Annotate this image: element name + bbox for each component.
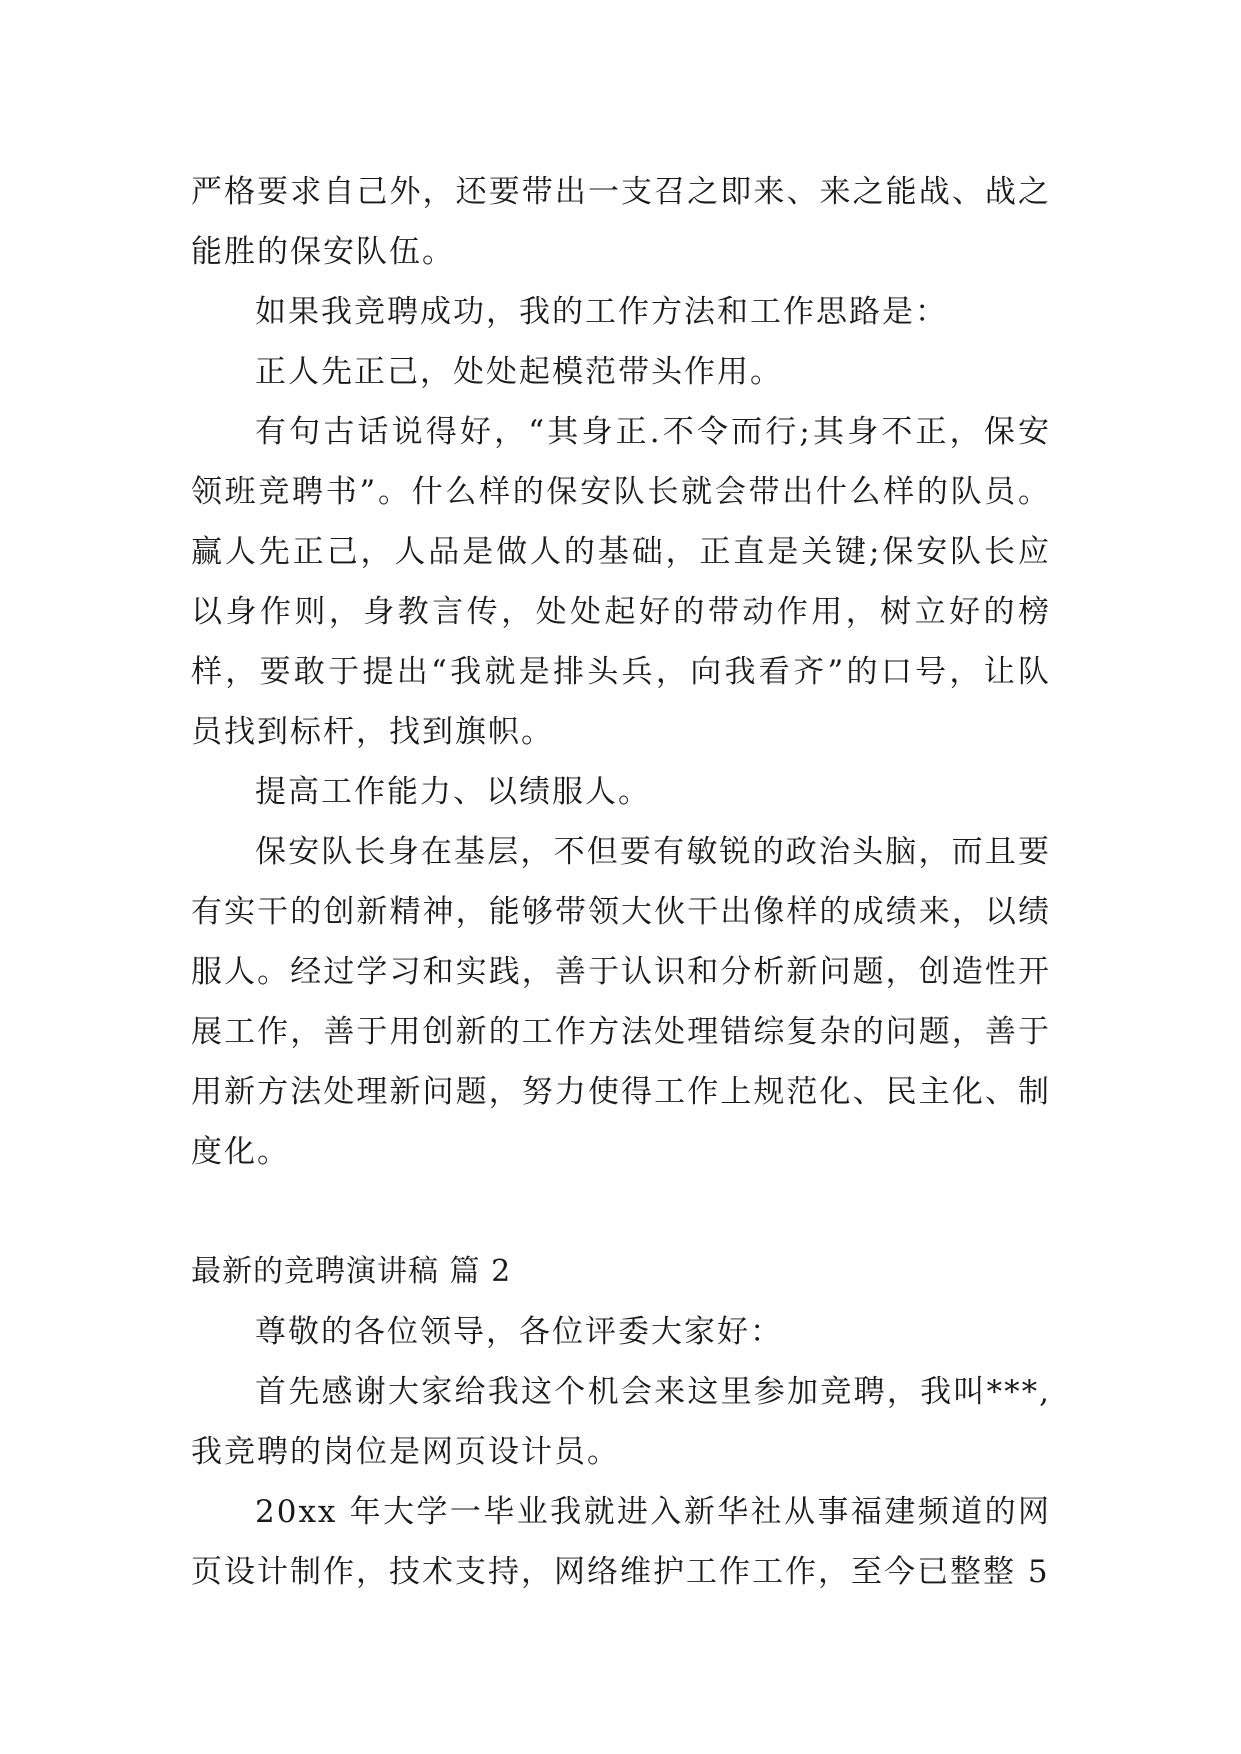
paragraph-method-intro: 如果我竞聘成功，我的工作方法和工作思路是： xyxy=(255,294,948,330)
paragraph-continuation: 严格要求自己外，还要带出一支召之即来、来之能战、战之能胜的保安队伍。 xyxy=(191,174,1051,270)
paragraph-point-one: 正人先正己，处处起模范带头作用。 xyxy=(255,354,783,390)
section-heading: 最新的竞聘演讲稿 篇 2 xyxy=(191,1254,512,1289)
paragraph-greeting: 尊敬的各位领导，各位评委大家好： xyxy=(255,1314,783,1350)
paragraph-introduction: 首先感谢大家给我这个机会来这里参加竞聘，我叫***,我竞聘的岗位是网页设计员。 xyxy=(191,1374,1051,1470)
paragraph-proverb: 有句古话说得好，“其身正.不令而行;其身不正，保安领班竞聘书”。什么样的保安队长就会带出什么样的队员。赢人先正己，人品是做人的基础，正直是关键;保安队长应以身作则，身教言传，处处起好的带动作用，树立好的榜样，要敢于提出“我就是排头兵，向我看齐”的口号，让队员找到标杆，找到旗帜。 xyxy=(191,414,1051,750)
paragraph-innovation: 保安队长身在基层，不但要有敏锐的政治头脑，而且要有实干的创新精神，能够带领大伙干出像样的成绩来，以绩服人。经过学习和实践，善于认识和分析新问题，创造性开展工作，善于用创新的工作方法处理错综复杂的问题，善于用新方法处理新问题，努力使得工作上规范化、民主化、制度化。 xyxy=(191,834,1051,1170)
paragraph-point-two: 提高工作能力、以绩服人。 xyxy=(255,774,651,810)
paragraph-experience: 20xx 年大学一毕业我就进入新华社从事福建频道的网页设计制作，技术支持，网络维护工作工作，至今已整整 5 xyxy=(191,1494,1051,1590)
document-body xyxy=(191,162,1051,1602)
